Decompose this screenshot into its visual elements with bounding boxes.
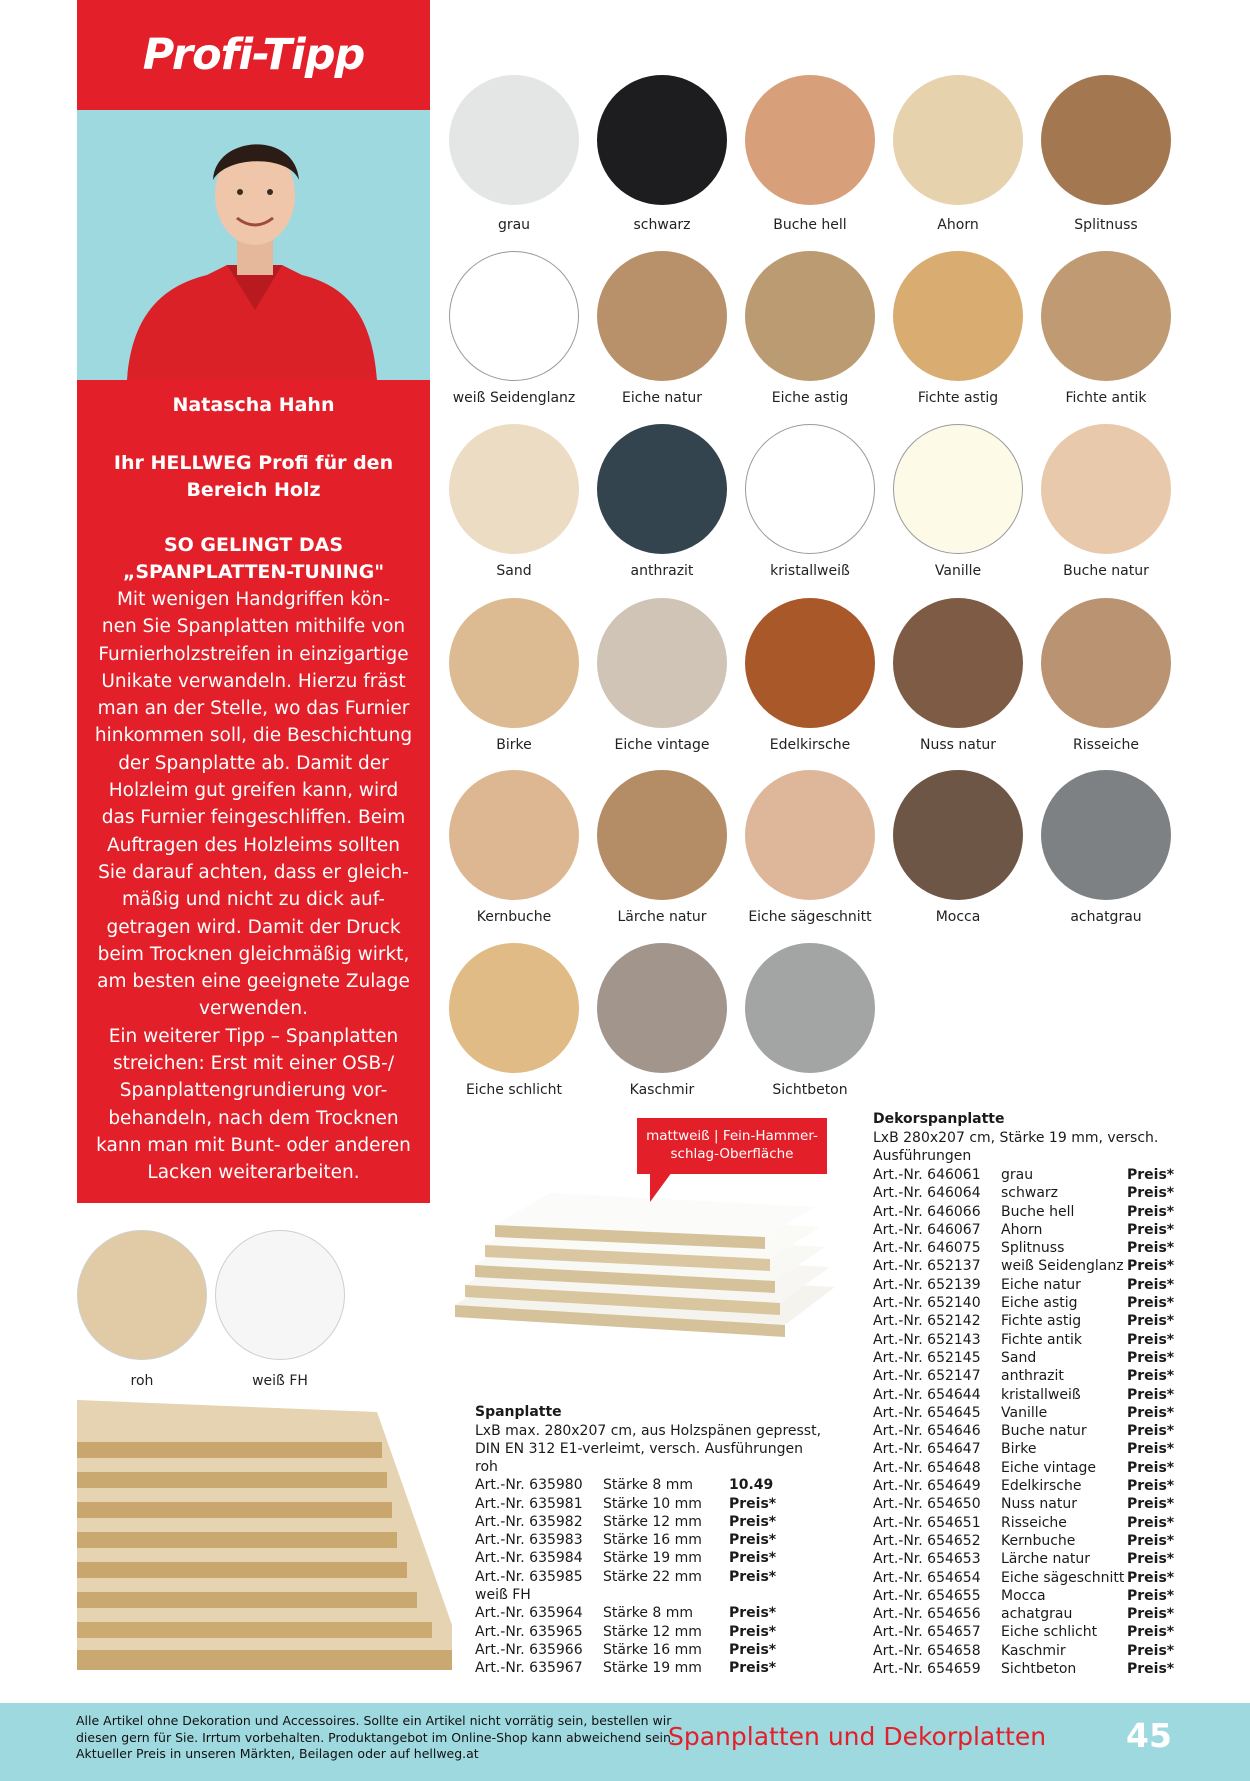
thickness: Stärke 8 mm — [603, 1605, 694, 1622]
color-swatch — [449, 424, 579, 554]
color-swatch — [745, 424, 875, 554]
swatch-label: grau — [497, 217, 531, 233]
table-row — [873, 1623, 1173, 1641]
price: Preis* — [729, 1550, 777, 1567]
article-number: Art.-Nr. 635984 — [475, 1550, 583, 1567]
swatch-label: kristallweiß — [770, 563, 850, 579]
swatch-label: Ahorn — [937, 217, 979, 233]
footer-note-line: diesen gern für Sie. Irrtum vorbehalten. Produktangebot im Online-Shop kann abweichend sein. — [76, 1729, 675, 1745]
table-row — [873, 1203, 1173, 1221]
price: Preis* — [1127, 1478, 1175, 1495]
table-row — [475, 1641, 775, 1659]
decor-name: Edelkirsche — [1001, 1478, 1082, 1495]
decor-name: Eiche schlicht — [1001, 1624, 1098, 1641]
color-swatch — [449, 598, 579, 728]
color-swatch — [745, 251, 875, 381]
color-swatch — [893, 598, 1023, 728]
price: Preis* — [1127, 1240, 1175, 1257]
table-row — [873, 1569, 1173, 1587]
color-swatch — [597, 770, 727, 900]
table-row — [873, 1587, 1173, 1605]
swatch-label: Mocca — [935, 909, 981, 925]
article-number: Art.-Nr. 654654 — [873, 1569, 981, 1586]
decor-name: Risseiche — [1001, 1514, 1067, 1531]
tip-line: hinkommen soll, die Beschichtung — [94, 725, 413, 747]
article-number: Art.-Nr. 635964 — [475, 1605, 583, 1622]
price: Preis* — [1127, 1423, 1175, 1440]
tip-line: das Furnier feingeschliffen. Beim — [101, 807, 406, 829]
article-number: Art.-Nr. 652137 — [873, 1258, 981, 1275]
price: Preis* — [729, 1513, 777, 1530]
color-swatch — [597, 424, 727, 554]
article-number: Art.-Nr. 646066 — [873, 1203, 981, 1220]
swatch-label: Fichte antik — [1065, 390, 1147, 406]
profi-tipp-panel — [77, 380, 430, 1203]
table-row — [475, 1659, 775, 1677]
person-role — [89, 450, 418, 504]
color-swatch — [597, 75, 727, 205]
page-number: 45 — [1126, 1716, 1172, 1755]
article-number: Art.-Nr. 646064 — [873, 1185, 981, 1202]
tip-line: nen Sie Spanplatten mithilfe von — [101, 616, 406, 638]
table-row — [873, 1312, 1173, 1330]
dekor-title: Dekorspanplatte — [873, 1111, 1005, 1127]
table-row — [873, 1294, 1173, 1312]
swatch-label: Eiche astig — [771, 390, 849, 406]
thickness: Stärke 8 mm — [603, 1477, 694, 1494]
table-row — [475, 1623, 775, 1641]
role-line: Bereich Holz — [186, 479, 321, 501]
price: Preis* — [1127, 1258, 1175, 1275]
decor-name: Ahorn — [1001, 1221, 1043, 1238]
decor-name: Eiche natur — [1001, 1276, 1081, 1293]
table-row — [873, 1239, 1173, 1257]
price: Preis* — [1127, 1368, 1175, 1385]
article-number: Art.-Nr. 654659 — [873, 1661, 981, 1678]
table-row — [873, 1514, 1173, 1532]
table-row — [873, 1367, 1173, 1385]
board-swatch-label: roh — [130, 1373, 154, 1389]
tip-line: behandeln, nach dem Trocknen — [108, 1107, 399, 1129]
swatch-label: Risseiche — [1073, 737, 1139, 753]
article-number: Art.-Nr. 654653 — [873, 1551, 981, 1568]
price: Preis* — [729, 1660, 777, 1677]
color-swatch — [893, 424, 1023, 554]
table-row — [873, 1386, 1173, 1404]
tip-line: mäßig und nicht zu dick auf- — [122, 889, 385, 911]
article-number: Art.-Nr. 654648 — [873, 1459, 981, 1476]
article-number: Art.-Nr. 652140 — [873, 1295, 981, 1312]
swatch-label: Lärche natur — [617, 909, 707, 925]
swatch-label: Eiche schlicht — [465, 1082, 563, 1098]
group-label: roh — [475, 1459, 498, 1475]
swatch-label: schwarz — [633, 217, 691, 233]
article-number: Art.-Nr. 654657 — [873, 1624, 981, 1641]
color-swatch — [597, 943, 727, 1073]
price: 10.49 — [729, 1477, 774, 1494]
dekor-description — [873, 1129, 1158, 1166]
article-number: Art.-Nr. 635985 — [475, 1568, 583, 1585]
description-line: DIN EN 312 E1-verleimt, versch. Ausführungen — [475, 1441, 803, 1458]
decor-name: weiß Seidenglanz — [1001, 1258, 1124, 1275]
spanplatte-description — [475, 1422, 821, 1459]
tip-heading-line: „SPANPLATTEN-TUNING" — [122, 561, 385, 583]
price: Preis* — [729, 1532, 777, 1549]
table-row — [873, 1349, 1173, 1367]
description-line: LxB 280x207 cm, Stärke 19 mm, versch. — [873, 1130, 1159, 1146]
price: Preis* — [1127, 1532, 1175, 1549]
swatch-label: achatgrau — [1070, 909, 1142, 925]
white-boards-image — [455, 1175, 835, 1355]
thickness: Stärke 19 mm — [603, 1550, 702, 1567]
price: Preis* — [1127, 1349, 1175, 1366]
footer-disclaimer — [76, 1713, 676, 1763]
tip-line: Lacken weiterarbeiten. — [147, 1162, 360, 1184]
portrait-photo — [77, 110, 430, 380]
article-number: Art.-Nr. 654658 — [873, 1642, 981, 1659]
footer-section-title: Spanplatten und Dekorplatten — [668, 1722, 1047, 1751]
decor-name: Splitnuss — [1001, 1240, 1065, 1257]
price: Preis* — [729, 1641, 777, 1658]
article-number: Art.-Nr. 652142 — [873, 1313, 981, 1330]
price: Preis* — [1127, 1606, 1175, 1623]
price: Preis* — [729, 1605, 777, 1622]
swatch-label: Nuss natur — [920, 737, 996, 753]
table-row — [873, 1605, 1173, 1623]
price: Preis* — [729, 1568, 777, 1585]
tip-heading-line: SO GELINGT DAS — [163, 534, 344, 556]
tip-line: Holzleim gut greifen kann, wird — [108, 780, 399, 802]
swatch-label: Eiche sägeschnitt — [748, 909, 872, 925]
table-row — [873, 1276, 1173, 1294]
article-number: Art.-Nr. 654645 — [873, 1404, 981, 1421]
table-row — [873, 1257, 1173, 1275]
tip-heading — [89, 532, 418, 586]
swatch-label: weiß Seidenglanz — [452, 390, 576, 406]
color-swatch — [1041, 598, 1171, 728]
color-swatch — [745, 75, 875, 205]
decor-name: Kaschmir — [1001, 1642, 1066, 1659]
swatch-label: Eiche natur — [622, 390, 702, 406]
article-number: Art.-Nr. 635982 — [475, 1513, 583, 1530]
decor-name: Sand — [1001, 1349, 1037, 1366]
color-swatch — [597, 598, 727, 728]
swatch-label: Buche hell — [773, 217, 847, 233]
callout-line: schlag-Oberfläche — [670, 1146, 794, 1162]
footer-note-line: Alle Artikel ohne Dekoration und Accessoires. Sollte ein Artikel nicht vorrätig sein, bestellen wir — [76, 1713, 672, 1728]
price: Preis* — [1127, 1459, 1175, 1476]
price: Preis* — [729, 1623, 777, 1640]
table-row — [873, 1459, 1173, 1477]
article-number: Art.-Nr. 654649 — [873, 1478, 981, 1495]
swatch-label: anthrazit — [630, 563, 694, 579]
decor-name: Eiche astig — [1001, 1295, 1078, 1312]
decor-name: schwarz — [1001, 1185, 1058, 1202]
color-swatch — [745, 770, 875, 900]
tip-line: verwenden. — [199, 998, 308, 1020]
color-swatch — [1041, 75, 1171, 205]
color-swatch — [597, 251, 727, 381]
decor-name: Fichte antik — [1001, 1331, 1082, 1348]
table-row — [873, 1532, 1173, 1550]
tip-line: Furnierholzstreifen in einzigartige — [98, 643, 409, 665]
decor-name: kristallweiß — [1001, 1386, 1081, 1403]
price: Preis* — [1127, 1221, 1175, 1238]
tip-line: getragen wird. Damit der Druck — [106, 916, 401, 938]
dekor-table — [873, 1166, 1173, 1678]
thickness: Stärke 12 mm — [603, 1513, 702, 1530]
article-number: Art.-Nr. 652145 — [873, 1349, 981, 1366]
price: Preis* — [1127, 1496, 1175, 1513]
decor-name: Lärche natur — [1001, 1551, 1091, 1568]
color-swatch — [745, 598, 875, 728]
tip-line: Auftragen des Holzleims sollten — [106, 834, 401, 856]
thickness: Stärke 16 mm — [603, 1532, 702, 1549]
article-number: Art.-Nr. 646067 — [873, 1221, 981, 1238]
article-number: Art.-Nr. 635965 — [475, 1623, 583, 1640]
decor-name: anthrazit — [1001, 1368, 1064, 1385]
thickness: Stärke 16 mm — [603, 1641, 702, 1658]
table-row — [873, 1550, 1173, 1568]
article-number: Art.-Nr. 635980 — [475, 1477, 583, 1494]
table-row — [873, 1477, 1173, 1495]
price: Preis* — [1127, 1514, 1175, 1531]
profi-tipp-header — [77, 0, 430, 110]
table-row — [475, 1549, 775, 1567]
decor-name: Eiche sägeschnitt — [1001, 1569, 1125, 1586]
swatch-label: Birke — [496, 737, 532, 753]
table-row — [475, 1513, 775, 1531]
table-row — [873, 1642, 1173, 1660]
table-row — [873, 1221, 1173, 1239]
decor-name: Nuss natur — [1001, 1496, 1077, 1513]
swatch-label: Fichte astig — [917, 390, 999, 406]
color-swatch — [449, 251, 579, 381]
article-number: Art.-Nr. 635981 — [475, 1495, 583, 1512]
table-row — [873, 1331, 1173, 1349]
raw-boards-image — [77, 1400, 452, 1690]
tip-line: am besten eine geeignete Zulage — [97, 971, 410, 993]
thickness: Stärke 19 mm — [603, 1660, 702, 1677]
table-row — [873, 1495, 1173, 1513]
color-swatch — [449, 75, 579, 205]
color-swatch — [449, 943, 579, 1073]
tip-line: Sie darauf achten, dass er gleich- — [98, 861, 409, 883]
decor-name: Buche hell — [1001, 1203, 1075, 1220]
table-row — [873, 1660, 1173, 1678]
decor-name: Buche natur — [1001, 1423, 1087, 1440]
description-line: LxB max. 280x207 cm, aus Holzspänen gepresst, — [475, 1423, 822, 1439]
article-number: Art.-Nr. 654647 — [873, 1441, 981, 1458]
price: Preis* — [1127, 1551, 1175, 1568]
decor-name: Eiche vintage — [1001, 1459, 1096, 1476]
table-row — [873, 1440, 1173, 1458]
callout-line: mattweiß | Fein-Hammer- — [646, 1128, 818, 1144]
swatch-label: Sand — [496, 563, 532, 579]
tip-line: Unikate verwandeln. Hierzu fräst — [101, 670, 406, 692]
price: Preis* — [1127, 1203, 1175, 1220]
thickness: Stärke 12 mm — [603, 1623, 702, 1640]
article-number: Art.-Nr. 635983 — [475, 1532, 583, 1549]
article-number: Art.-Nr. 654656 — [873, 1606, 981, 1623]
price: Preis* — [1127, 1404, 1175, 1421]
callout-tail — [650, 1172, 672, 1202]
article-number: Art.-Nr. 646061 — [873, 1167, 981, 1183]
color-swatch — [893, 770, 1023, 900]
group-label: weiß FH — [475, 1587, 531, 1604]
tip-line: Spanplattengrundierung vor- — [119, 1080, 388, 1102]
article-number: Art.-Nr. 654644 — [873, 1386, 981, 1403]
article-number: Art.-Nr. 646075 — [873, 1240, 981, 1257]
swatch-label: Eiche vintage — [614, 737, 710, 753]
tip-line: Ein weiterer Tipp – Spanplatten — [108, 1025, 399, 1047]
color-swatch — [1041, 424, 1171, 554]
tip-line: der Spanplatte ab. Damit der — [118, 752, 389, 774]
board-swatch — [77, 1230, 207, 1360]
decor-name: Sichtbeton — [1001, 1661, 1077, 1678]
person-name: Natascha Hahn — [172, 394, 335, 416]
table-row — [475, 1568, 775, 1586]
price: Preis* — [1127, 1313, 1175, 1330]
color-swatch — [1041, 251, 1171, 381]
tip-line: Mit wenigen Handgriffen kön- — [116, 589, 391, 610]
price: Preis* — [1127, 1276, 1175, 1293]
swatch-label: Buche natur — [1063, 563, 1149, 579]
swatch-label: Kaschmir — [629, 1082, 695, 1098]
article-number: Art.-Nr. 654650 — [873, 1496, 981, 1513]
price: Preis* — [1127, 1661, 1175, 1678]
table-row — [475, 1531, 775, 1549]
swatch-label: Splitnuss — [1074, 217, 1138, 233]
price: Preis* — [729, 1495, 777, 1512]
profi-tipp-title: Profi-Tipp — [142, 30, 365, 80]
price: Preis* — [1127, 1642, 1175, 1659]
article-number: Art.-Nr. 652139 — [873, 1276, 981, 1293]
decor-name: Kernbuche — [1001, 1532, 1076, 1549]
tip-line: beim Trocknen gleichmäßig wirkt, — [97, 943, 410, 965]
color-swatch — [893, 251, 1023, 381]
price: Preis* — [1127, 1386, 1175, 1403]
role-line: Ihr HELLWEG Profi für den — [113, 452, 394, 474]
article-number: Art.-Nr. 652147 — [873, 1368, 981, 1385]
thickness: Stärke 22 mm — [603, 1568, 702, 1585]
table-row — [475, 1495, 775, 1513]
price: Preis* — [1127, 1185, 1175, 1202]
article-number: Art.-Nr. 652143 — [873, 1331, 981, 1348]
person-illustration — [77, 110, 430, 380]
decor-name: Fichte astig — [1001, 1313, 1082, 1330]
footer-note-line: Aktueller Preis in unseren Märkten, Beilagen oder auf hellweg.at — [76, 1746, 479, 1761]
table-row — [873, 1422, 1173, 1440]
tip-line: man an der Stelle, wo das Furnier — [97, 698, 410, 720]
swatch-label: Vanille — [934, 563, 982, 579]
article-number: Art.-Nr. 654646 — [873, 1423, 981, 1440]
tip-line: streichen: Erst mit einer OSB-/ — [112, 1053, 395, 1075]
article-number: Art.-Nr. 654655 — [873, 1587, 981, 1604]
price: Preis* — [1127, 1624, 1175, 1641]
article-number: Art.-Nr. 635967 — [475, 1660, 583, 1677]
spanplatte-title: Spanplatte — [475, 1404, 562, 1420]
color-swatch — [1041, 770, 1171, 900]
table-row — [873, 1404, 1173, 1422]
price: Preis* — [1127, 1295, 1175, 1312]
article-number: Art.-Nr. 635966 — [475, 1641, 583, 1658]
decor-name: grau — [1001, 1167, 1034, 1183]
spanplatte-table — [475, 1458, 775, 1678]
swatch-label: Sichtbeton — [772, 1082, 848, 1098]
thickness: Stärke 10 mm — [603, 1495, 702, 1512]
surface-callout — [637, 1118, 827, 1174]
color-swatch — [449, 770, 579, 900]
price: Preis* — [1127, 1569, 1175, 1586]
color-swatch — [893, 75, 1023, 205]
decor-name: Mocca — [1001, 1587, 1046, 1604]
description-line: Ausführungen — [873, 1148, 972, 1165]
swatch-label: Edelkirsche — [769, 737, 851, 753]
table-row — [873, 1184, 1173, 1202]
article-number: Art.-Nr. 654651 — [873, 1514, 981, 1531]
decor-name: Vanille — [1001, 1404, 1048, 1421]
price: Preis* — [1127, 1167, 1175, 1183]
board-swatch — [215, 1230, 345, 1360]
board-swatch-label: weiß FH — [252, 1373, 308, 1389]
tip-body — [89, 586, 418, 1187]
color-swatch — [745, 943, 875, 1073]
article-number: Art.-Nr. 654652 — [873, 1532, 981, 1549]
table-row — [475, 1604, 775, 1622]
price: Preis* — [1127, 1587, 1175, 1604]
table-row — [475, 1476, 775, 1494]
tip-line: kann man mit Bunt- oder anderen — [96, 1134, 411, 1156]
price: Preis* — [1127, 1441, 1175, 1458]
decor-name: achatgrau — [1001, 1606, 1073, 1623]
decor-name: Birke — [1001, 1441, 1037, 1458]
price: Preis* — [1127, 1331, 1175, 1348]
table-row — [873, 1166, 1173, 1184]
swatch-label: Kernbuche — [476, 909, 552, 925]
